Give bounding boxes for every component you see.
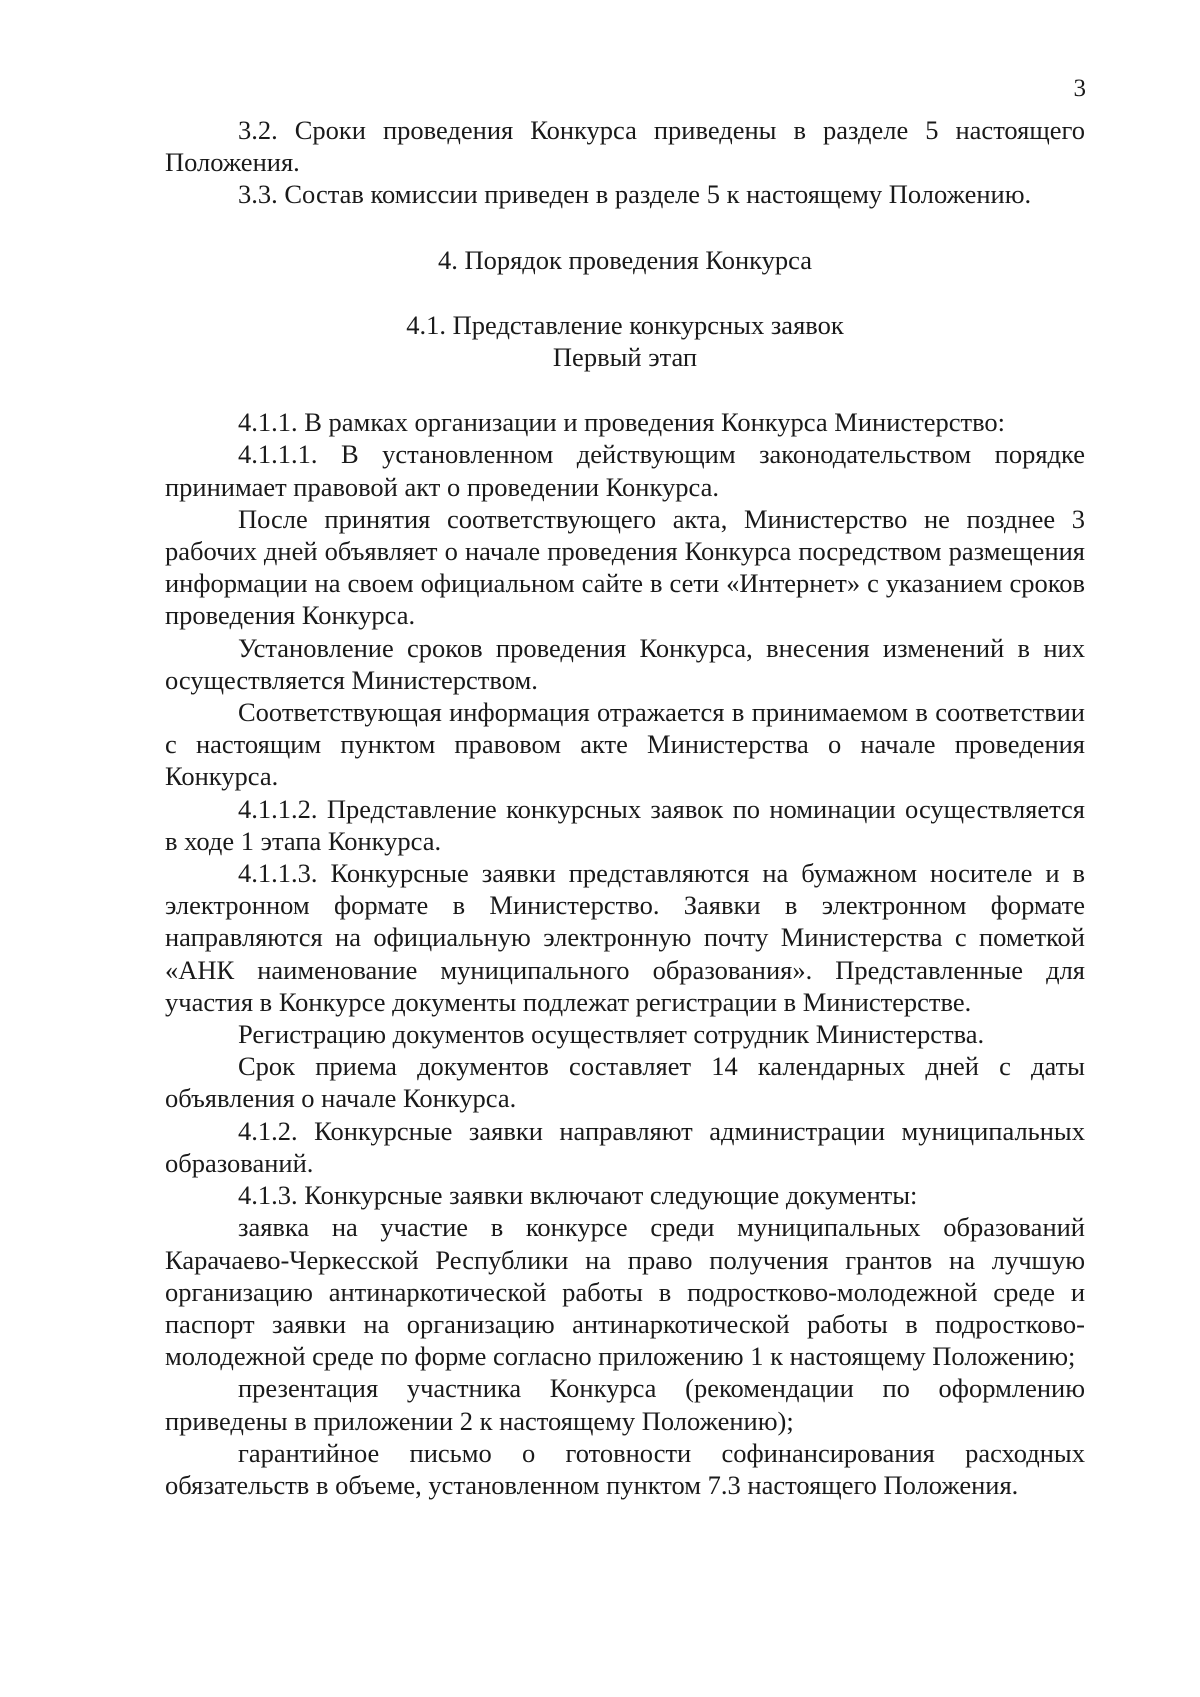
paragraph-deadlines: Установление сроков проведения Конкурса, внесения изменений в них осуществляется Министерством. [165, 632, 1085, 695]
paragraph-3-3: 3.3. Состав комиссии приведен в разделе 5 к настоящему Положению. [238, 179, 1032, 210]
document-body [165, 114, 1085, 1501]
paragraph-announcement: После принятия соответствующего акта, Министерство не позднее 3 рабочих дней объявляет о начале проведения Конкурса посредством размещения информации на своем официальном сайте в сети «Интернет» с указанием сроков проведения Конкурса. [165, 503, 1085, 631]
paragraph-4-1-2: 4.1.2. Конкурсные заявки направляют администрации муниципальных образований. [165, 1115, 1085, 1178]
paragraph-4-1-1: 4.1.1. В рамках организации и проведения Конкурса Министерство: [238, 407, 1006, 438]
list-item-guarantee-letter: гарантийное письмо о готовности софинансирования расходных обязательств в объеме, установленном пунктом 7.3 настоящего Положения. [165, 1437, 1085, 1500]
paragraph-4-1-1-2: 4.1.1.2. Представление конкурсных заявок по номинации осуществляется в ходе 1 этапа Конкурса. [165, 793, 1085, 856]
list-item-application: заявка на участие в конкурсе среди муниципальных образований Карачаево-Черкесской Республики на право получения грантов на лучшую организацию антинаркотической работы в подростково-молодежной среде и паспорт заявки на организацию антинаркотической работы в подростково-молодежной среде по форме согласно приложению 1 к настоящему Положению; [165, 1212, 1085, 1372]
paragraph-registration: Регистрацию документов осуществляет сотрудник Министерства. [238, 1019, 985, 1050]
paragraph-submission-period: Срок приема документов составляет 14 календарных дней с даты объявления о начале Конкурса. [165, 1051, 1085, 1114]
paragraph-4-1-1-1: 4.1.1.1. В установленном действующим законодательством порядке принимает правовой акт о проведении Конкурса. [165, 439, 1085, 502]
paragraph-4-1-1-3: 4.1.1.3. Конкурсные заявки представляются на бумажном носителе и в электронном формате в Министерство. Заявки в электронном формате направляются на официальную электронную почту Министерства с пометкой «АНК наименование муниципального образования». Представленные для участия в Конкурсе документы подлежат регистрации в Министерстве. [165, 858, 1085, 1017]
subsection-heading: 4.1. Представление конкурсных заявок [406, 309, 844, 340]
section-heading: 4. Порядок проведения Конкурса [437, 244, 813, 275]
paragraph-4-1-3: 4.1.3. Конкурсные заявки включают следующие документы: [238, 1180, 918, 1211]
page-number: 3 [1073, 75, 1086, 102]
list-item-presentation: презентация участника Конкурса (рекомендации по оформлению приведены в приложении 2 к настоящему Положению); [165, 1373, 1085, 1436]
paragraph-information: Соответствующая информация отражается в принимаемом в соответствии с настоящим пунктом правовом акте Министерства о начале проведения Конкурса. [165, 697, 1085, 792]
paragraph-3-2: 3.2. Сроки проведения Конкурса приведены в разделе 5 настоящего Положения. [165, 115, 1085, 178]
stage-heading: Первый этап [552, 342, 698, 373]
